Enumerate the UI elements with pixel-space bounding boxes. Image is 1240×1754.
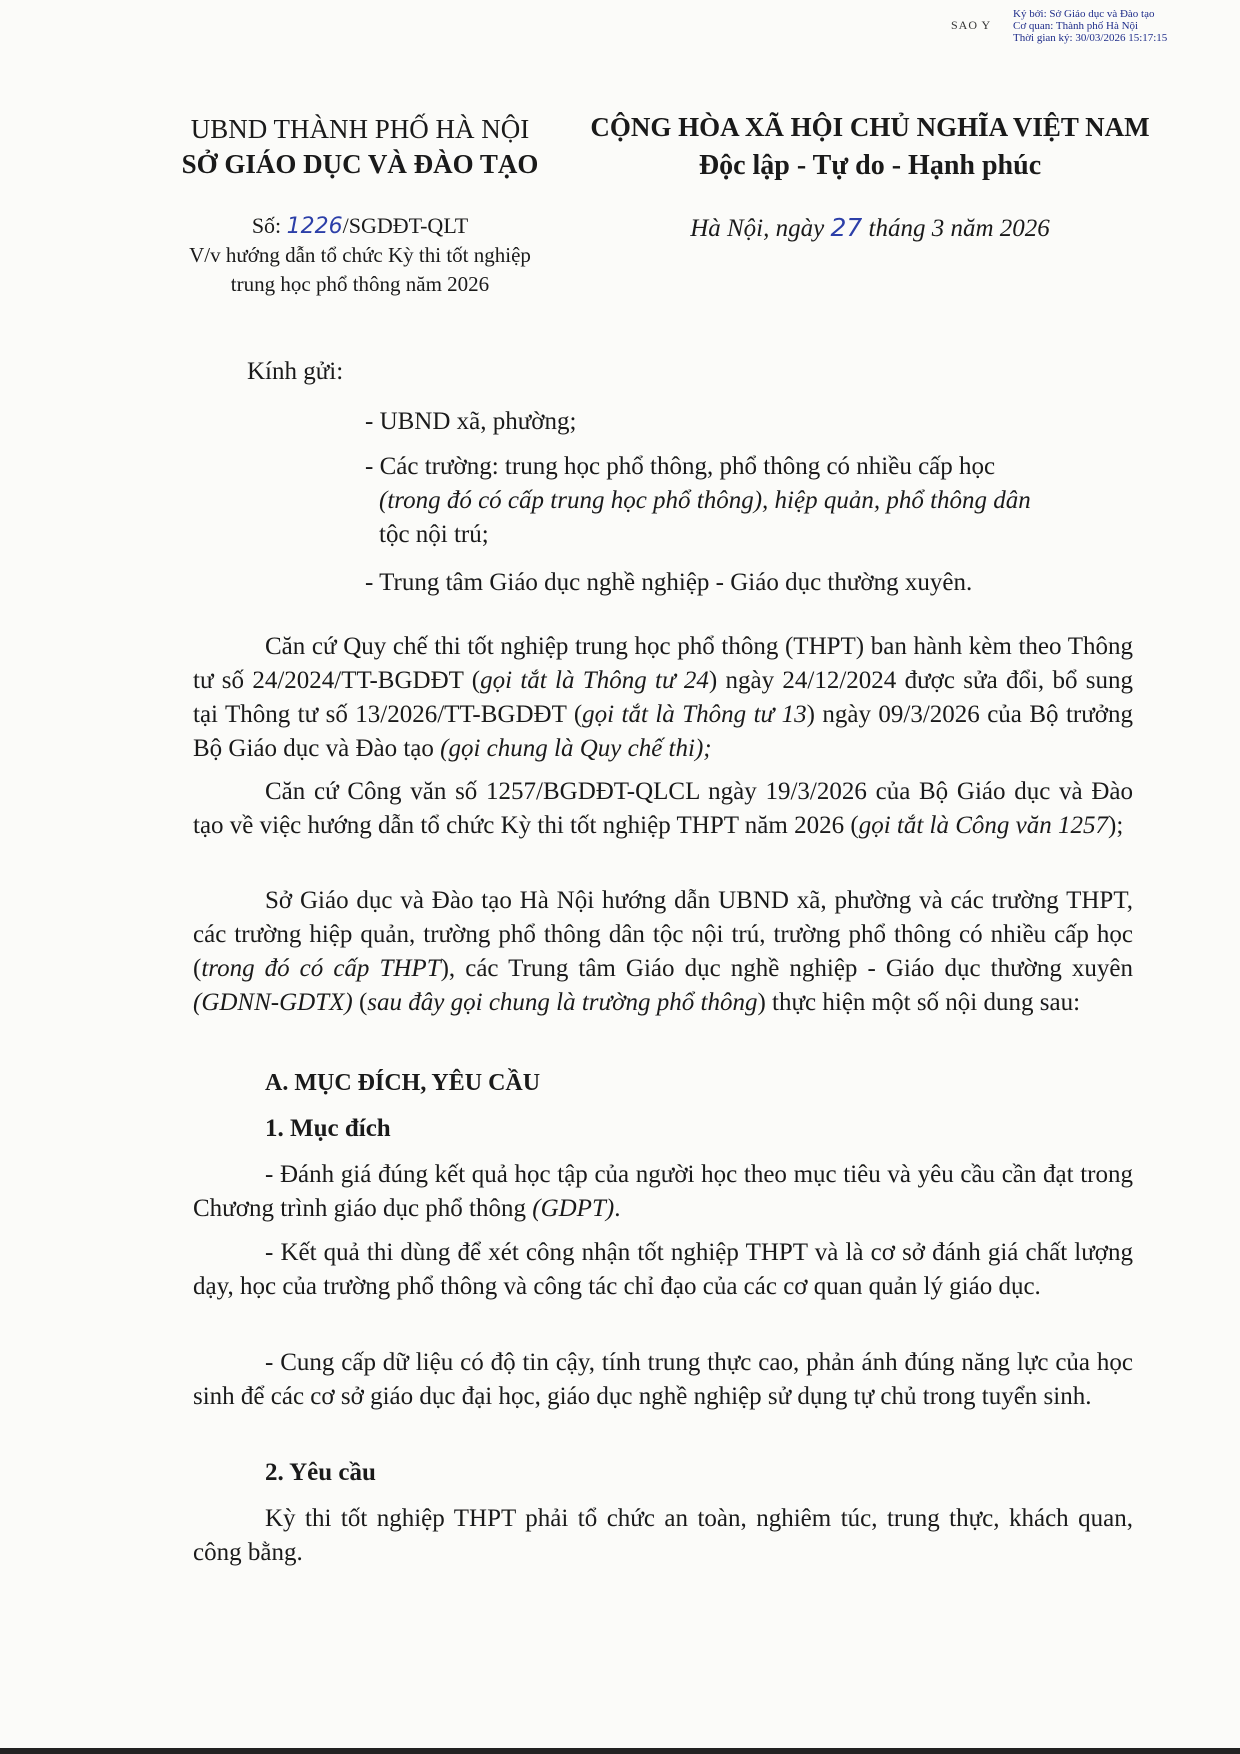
section-heading-a: A. MỤC ĐÍCH, YÊU CẦU bbox=[265, 1070, 541, 1096]
signature-details bbox=[1013, 8, 1167, 44]
paragraph-instruction: Sở Giáo dục và Đào tạo Hà Nội hướng dẫn UBND xã, phường và các trường THPT, các trường hiệp quản, trường phổ thông dân tộc nội trú, trường phổ thông có nhiều cấp học (trong đó có cấp THPT), các Trung tâm Giáo dục nghề nghiệp - Giáo dục thường xuyên (GDNN-GDTX) (sau đây gọi chung là trường phổ thông) thực hiện một số nội dung sau: bbox=[193, 887, 1133, 1016]
issuing-department: SỞ GIÁO DỤC VÀ ĐÀO TẠO bbox=[181, 149, 539, 179]
section-heading-requirements: 2. Yêu cầu bbox=[265, 1459, 376, 1486]
motto: Độc lập - Tự do - Hạnh phúc bbox=[698, 150, 1042, 181]
recipient-item: - Các trường: trung học phổ thông, phổ thông có nhiều cấp học (trong đó có cấp trung học phổ thông), hiệp quản, phổ thông dân tộc nội trú; bbox=[365, 453, 1031, 548]
copy-stamp-label: SAO Y bbox=[951, 18, 992, 32]
place-and-date: Hà Nội, ngày 27 tháng 3 năm 2026 bbox=[690, 213, 1050, 242]
purpose-item: - Đánh giá đúng kết quả học tập của người học theo mục tiêu và yêu cầu cần đạt trong Chương trình giáo dục phổ thông (GDPT). bbox=[193, 1161, 1133, 1222]
national-motto bbox=[570, 108, 1170, 186]
document-number: Số: 1226/SGDĐT-QLT bbox=[251, 213, 469, 239]
paragraph-legal-basis-2: Căn cứ Công văn số 1257/BGDĐT-QLCL ngày 19/3/2026 của Bộ Giáo dục và Đào tạo về việc hướng dẫn tổ chức Kỳ thi tốt nghiệp THPT năm 2026 (gọi tắt là Công văn 1257); bbox=[193, 778, 1133, 839]
handwritten-day: 27 bbox=[830, 213, 863, 242]
recipient-item: - Trung tâm Giáo dục nghề nghiệp - Giáo dục thường xuyên. bbox=[365, 569, 973, 596]
recipient-item: - UBND xã, phường; bbox=[365, 408, 577, 435]
salutation: Kính gửi: bbox=[247, 358, 344, 385]
scan-edge bbox=[0, 1748, 1240, 1754]
handwritten-number: 1226 bbox=[286, 214, 343, 239]
signing-time: Thời gian ký: 30/03/2026 15:17:15 bbox=[1013, 32, 1168, 44]
purpose-item: - Cung cấp dữ liệu có độ tin cậy, tính trung thực cao, phản ánh đúng năng lực của học sinh để các cơ sở giáo dục đại học, giáo dục nghề nghiệp sử dụng tự chủ trong tuyển sinh. bbox=[193, 1349, 1133, 1410]
issuing-organization bbox=[140, 112, 580, 182]
parent-authority: UBND THÀNH PHỐ HÀ NỘI bbox=[190, 114, 530, 144]
country-name: CỘNG HÒA XÃ HỘI CHỦ NGHĨA VIỆT NAM bbox=[590, 112, 1150, 142]
purpose-item: - Kết quả thi dùng để xét công nhận tốt nghiệp THPT và là cơ sở đánh giá chất lượng dạy, học của trường phổ thông và công tác chỉ đạo của các cơ quan quản lý giáo dục. bbox=[193, 1239, 1133, 1300]
document-subject: V/v hướng dẫn tổ chức Kỳ thi tốt nghiệp trung học phổ thông năm 2026 bbox=[189, 243, 531, 296]
paragraph-legal-basis-1: Căn cứ Quy chế thi tốt nghiệp trung học phổ thông (THPT) ban hành kèm theo Thông tư số 24/2024/TT-BGDĐT (gọi tắt là Thông tư 24) ngày 24/12/2024 được sửa đổi, bổ sung tại Thông tư số 13/2026/TT-BGDĐT (gọi tắt là Thông tư 13) ngày 09/3/2026 của Bộ trưởng Bộ Giáo dục và Đào tạo (gọi chung là Quy chế thi); bbox=[193, 633, 1133, 762]
signed-by: Ký bởi: Sở Giáo dục và Đào tạo bbox=[1013, 8, 1155, 20]
requirement-text: Kỳ thi tốt nghiệp THPT phải tổ chức an toàn, nghiêm túc, trung thực, khách quan, công bằng. bbox=[193, 1505, 1133, 1566]
signing-agency: Cơ quan: Thành phố Hà Nội bbox=[1013, 20, 1139, 32]
digital-signature-stamp bbox=[951, 8, 1231, 48]
section-heading-purpose: 1. Mục đích bbox=[265, 1115, 391, 1142]
